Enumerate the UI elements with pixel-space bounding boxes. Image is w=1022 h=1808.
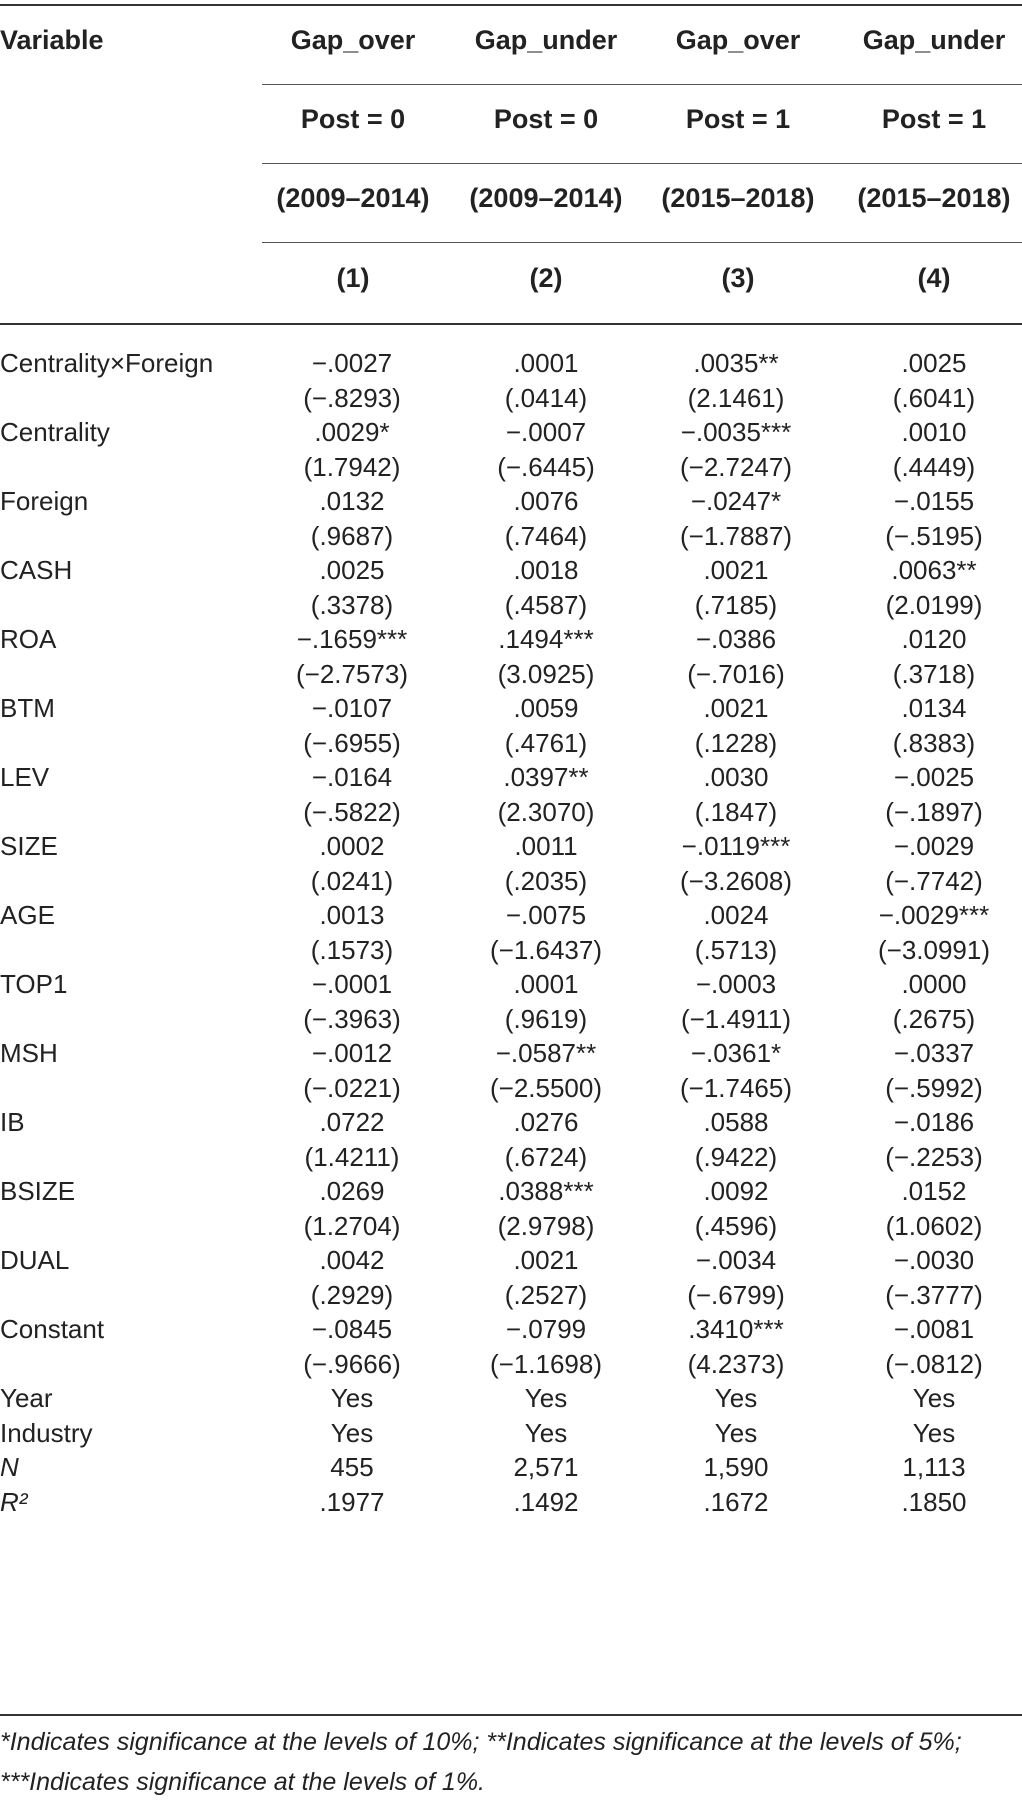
t-stat-cell: (.2527) [504,1279,588,1310]
t-stat-cell: (−.3963) [303,1003,401,1034]
footer-value-cell: Yes [912,1383,956,1413]
t-stat-cell: (−1.7465) [679,1072,793,1103]
coef-cell: .0588 [703,1107,769,1137]
coef-cell: .0042 [319,1245,385,1275]
footer-value-cell: Yes [714,1417,758,1448]
coef-cell: −.0164 [311,762,393,792]
coef-cell: .1494*** [498,624,594,654]
coef-cell: .0063** [891,555,977,585]
row-label: Foreign [0,486,89,516]
t-stat-cell: (−3.0991) [877,934,991,965]
t-stat-cell: (.4449) [892,451,976,482]
t-stat-cell: (1.4211) [304,1141,400,1172]
coef-cell: .0001 [513,969,579,999]
t-stat-cell: (−.6955) [303,727,401,758]
coef-cell: .0397** [503,762,589,792]
header-subrule-1 [262,84,1022,85]
t-stat-cell: (−.6445) [497,451,595,482]
t-stat-cell: (.4596) [694,1210,778,1241]
t-stat-cell: (−.5822) [303,796,401,827]
footer-value-cell: Yes [912,1417,956,1448]
t-stat-cell: (.0414) [504,382,588,413]
header-post-4: Post = 1 [881,104,987,134]
t-stat-cell: (.3718) [892,658,976,689]
footer-row-label: Year [0,1383,53,1413]
t-stat-cell: (.2675) [892,1003,976,1034]
coef-cell: .0021 [703,693,769,723]
header-dep-3: Gap_over [675,25,801,55]
coef-cell: .0000 [901,969,967,999]
t-stat-cell: (−.5195) [885,520,983,551]
header-period-4: (2015–2018) [857,183,1011,213]
t-stat-cell: (.8383) [892,727,976,758]
t-stat-cell: (2.3070) [497,796,595,827]
header-period-2: (2009–2014) [469,183,623,213]
t-stat-cell: (.1573) [310,934,394,965]
footer-row-label: R² [0,1486,28,1517]
coef-cell: .0024 [703,900,769,930]
coef-cell: −.0247* [690,486,782,516]
t-stat-cell: (−.9666) [303,1348,401,1379]
header-dep-1: Gap_over [290,25,416,55]
footer-value-cell: Yes [330,1417,374,1448]
t-stat-cell: (−.2253) [885,1141,983,1172]
coef-cell: −.0799 [505,1314,587,1344]
coef-cell: .0388*** [498,1176,594,1206]
header-post-3: Post = 1 [685,104,791,134]
coef-cell: −.0034 [695,1245,777,1275]
footer-value-cell: .1672 [703,1486,769,1517]
t-stat-cell: (−.8293) [303,382,401,413]
coef-cell: −.0845 [311,1314,393,1344]
coef-cell: −.0587** [495,1038,597,1068]
row-label: DUAL [0,1245,70,1275]
t-stat-cell: (−2.7247) [679,451,793,482]
t-stat-cell: (−1.6437) [489,934,603,965]
coef-cell: −.0025 [893,762,975,792]
t-stat-cell: (1.2704) [303,1210,401,1241]
coef-cell: .0001 [513,348,579,378]
coef-cell: .0076 [513,486,579,516]
coef-cell: −.0012 [311,1038,393,1068]
coef-cell: .0269 [319,1176,385,1206]
t-stat-cell: (−.0812) [885,1348,983,1379]
coef-cell: .0011 [514,831,578,861]
t-stat-cell: (1.7942) [303,451,401,482]
coef-cell: −.0186 [893,1107,975,1137]
coef-cell: .0030 [703,762,769,792]
footer-value-cell: Yes [330,1383,374,1413]
footer-value-cell: Yes [714,1383,758,1413]
coef-cell: .0120 [901,624,967,654]
t-stat-cell: (2.1461) [687,382,785,413]
row-label: Centrality×Foreign [0,348,214,378]
table-note-line-1: *Indicates significance at the levels of 10%; **Indicates significance at the levels of 5%; [0,1728,962,1756]
footer-row-label: Industry [0,1417,93,1448]
t-stat-cell: (−1.1698) [489,1348,603,1379]
t-stat-cell: (−.5992) [885,1072,983,1103]
t-stat-cell: (−.0221) [303,1072,401,1103]
footer-value-cell: Yes [524,1383,568,1413]
t-stat-cell: (.0241) [310,865,394,896]
coef-cell: .0092 [703,1176,769,1206]
t-stat-cell: (−3.2608) [679,865,793,896]
t-stat-cell: (−2.5500) [489,1072,603,1103]
row-label: TOP1 [0,969,68,999]
coef-cell: .0035** [693,348,779,378]
t-stat-cell: (3.0925) [497,658,595,689]
coef-cell: −.0003 [695,969,777,999]
row-label: SIZE [0,831,58,861]
t-stat-cell: (.7464) [504,520,588,551]
coef-cell: −.0029*** [878,900,990,930]
header-dep-4: Gap_under [862,25,1006,55]
table-note-line-2: ***Indicates significance at the levels of 1%. [0,1768,485,1796]
coef-cell: .0021 [703,555,769,585]
t-stat-cell: (−.3777) [885,1279,983,1310]
t-stat-cell: (.1847) [694,796,778,827]
coef-cell: −.0155 [893,486,975,516]
header-subrule-3 [262,242,1022,243]
t-stat-cell: (.4761) [504,727,588,758]
coef-cell: .0134 [901,693,967,723]
row-label: Centrality [0,417,110,447]
t-stat-cell: (−.7016) [687,658,785,689]
t-stat-cell: (.5713) [694,934,778,965]
t-stat-cell: (.7185) [694,589,778,620]
coef-cell: .0132 [319,486,385,516]
t-stat-cell: (−.6799) [687,1279,785,1310]
coef-cell: −.0001 [311,969,393,999]
t-stat-cell: (.4587) [504,589,588,620]
footer-value-cell: 2,571 [513,1452,579,1482]
coef-cell: .0013 [319,900,385,930]
t-stat-cell: (.2929) [310,1279,394,1310]
footer-value-cell: Yes [524,1417,568,1448]
t-stat-cell: (−.1897) [885,796,983,827]
t-stat-cell: (4.2373) [687,1348,785,1379]
row-label: BSIZE [0,1176,76,1206]
coef-cell: .3410*** [688,1314,784,1344]
coef-cell: .0276 [513,1107,579,1137]
row-label: IB [0,1107,25,1137]
t-stat-cell: (−1.7887) [679,520,793,551]
coef-cell: −.0337 [893,1038,975,1068]
coef-cell: −.0119*** [681,831,791,861]
coef-cell: .0021 [513,1245,579,1275]
coef-cell: −.0081 [893,1314,975,1344]
t-stat-cell: (1.0602) [885,1210,983,1241]
t-stat-cell: (−.7742) [885,865,983,896]
table-top-rule [0,4,1022,6]
footer-value-cell: .1977 [319,1486,385,1517]
coef-cell: −.0007 [505,417,587,447]
coef-cell: −.1659*** [296,624,408,654]
header-subrule-2 [262,163,1022,164]
footer-value-cell: .1850 [901,1486,967,1517]
row-label: Constant [0,1314,105,1344]
row-label: MSH [0,1038,58,1068]
coef-cell: .0025 [319,555,385,585]
t-stat-cell: (2.9798) [497,1210,595,1241]
footer-value-cell: 455 [330,1452,374,1482]
coef-cell: .0010 [901,417,967,447]
coef-cell: .0152 [901,1176,967,1206]
header-colnum-3: (3) [721,263,755,293]
row-label: BTM [0,693,55,723]
header-colnum-2: (2) [529,263,563,293]
t-stat-cell: (2.0199) [885,589,983,620]
coef-cell: −.0107 [311,693,393,723]
coef-cell: −.0075 [505,900,587,930]
coef-cell: .0025 [901,348,967,378]
t-stat-cell: (.9619) [504,1003,588,1034]
table-bottom-rule [0,1714,1022,1716]
coef-cell: −.0386 [695,624,777,654]
coef-cell: −.0027 [311,348,393,378]
coef-cell: −.0030 [893,1245,975,1275]
t-stat-cell: (.1228) [694,727,778,758]
coef-cell: .0722 [319,1107,385,1137]
header-period-3: (2015–2018) [661,183,815,213]
t-stat-cell: (.6041) [892,382,976,413]
footer-value-cell: .1492 [513,1486,579,1517]
coef-cell: −.0361* [690,1038,782,1068]
table-header-bottom-rule [0,323,1022,325]
coef-cell: .0029* [314,417,390,447]
row-label: CASH [0,555,73,585]
coef-cell: .0002 [319,831,385,861]
footer-value-cell: 1,113 [902,1452,966,1482]
footer-row-label: N [0,1452,19,1482]
row-label: AGE [0,900,55,930]
coef-cell: .0018 [513,555,579,585]
row-label: LEV [0,762,50,792]
header-post-2: Post = 0 [493,104,599,134]
header-dep-2: Gap_under [474,25,618,55]
t-stat-cell: (.2035) [504,865,588,896]
footer-value-cell: 1,590 [703,1452,769,1482]
header-colnum-1: (1) [336,263,370,293]
t-stat-cell: (.9422) [694,1141,778,1172]
coef-cell: .0059 [513,693,579,723]
t-stat-cell: (−2.7573) [295,658,409,689]
t-stat-cell: (−1.4911) [680,1003,792,1034]
header-colnum-4: (4) [917,263,951,293]
header-post-1: Post = 0 [300,104,406,134]
header-period-1: (2009–2014) [276,183,430,213]
t-stat-cell: (.6724) [504,1141,588,1172]
t-stat-cell: (.3378) [310,589,394,620]
t-stat-cell: (.9687) [310,520,394,551]
coef-cell: −.0035*** [680,417,792,447]
row-label: ROA [0,624,57,654]
coef-cell: −.0029 [893,831,975,861]
header-variable-label: Variable [0,25,104,55]
